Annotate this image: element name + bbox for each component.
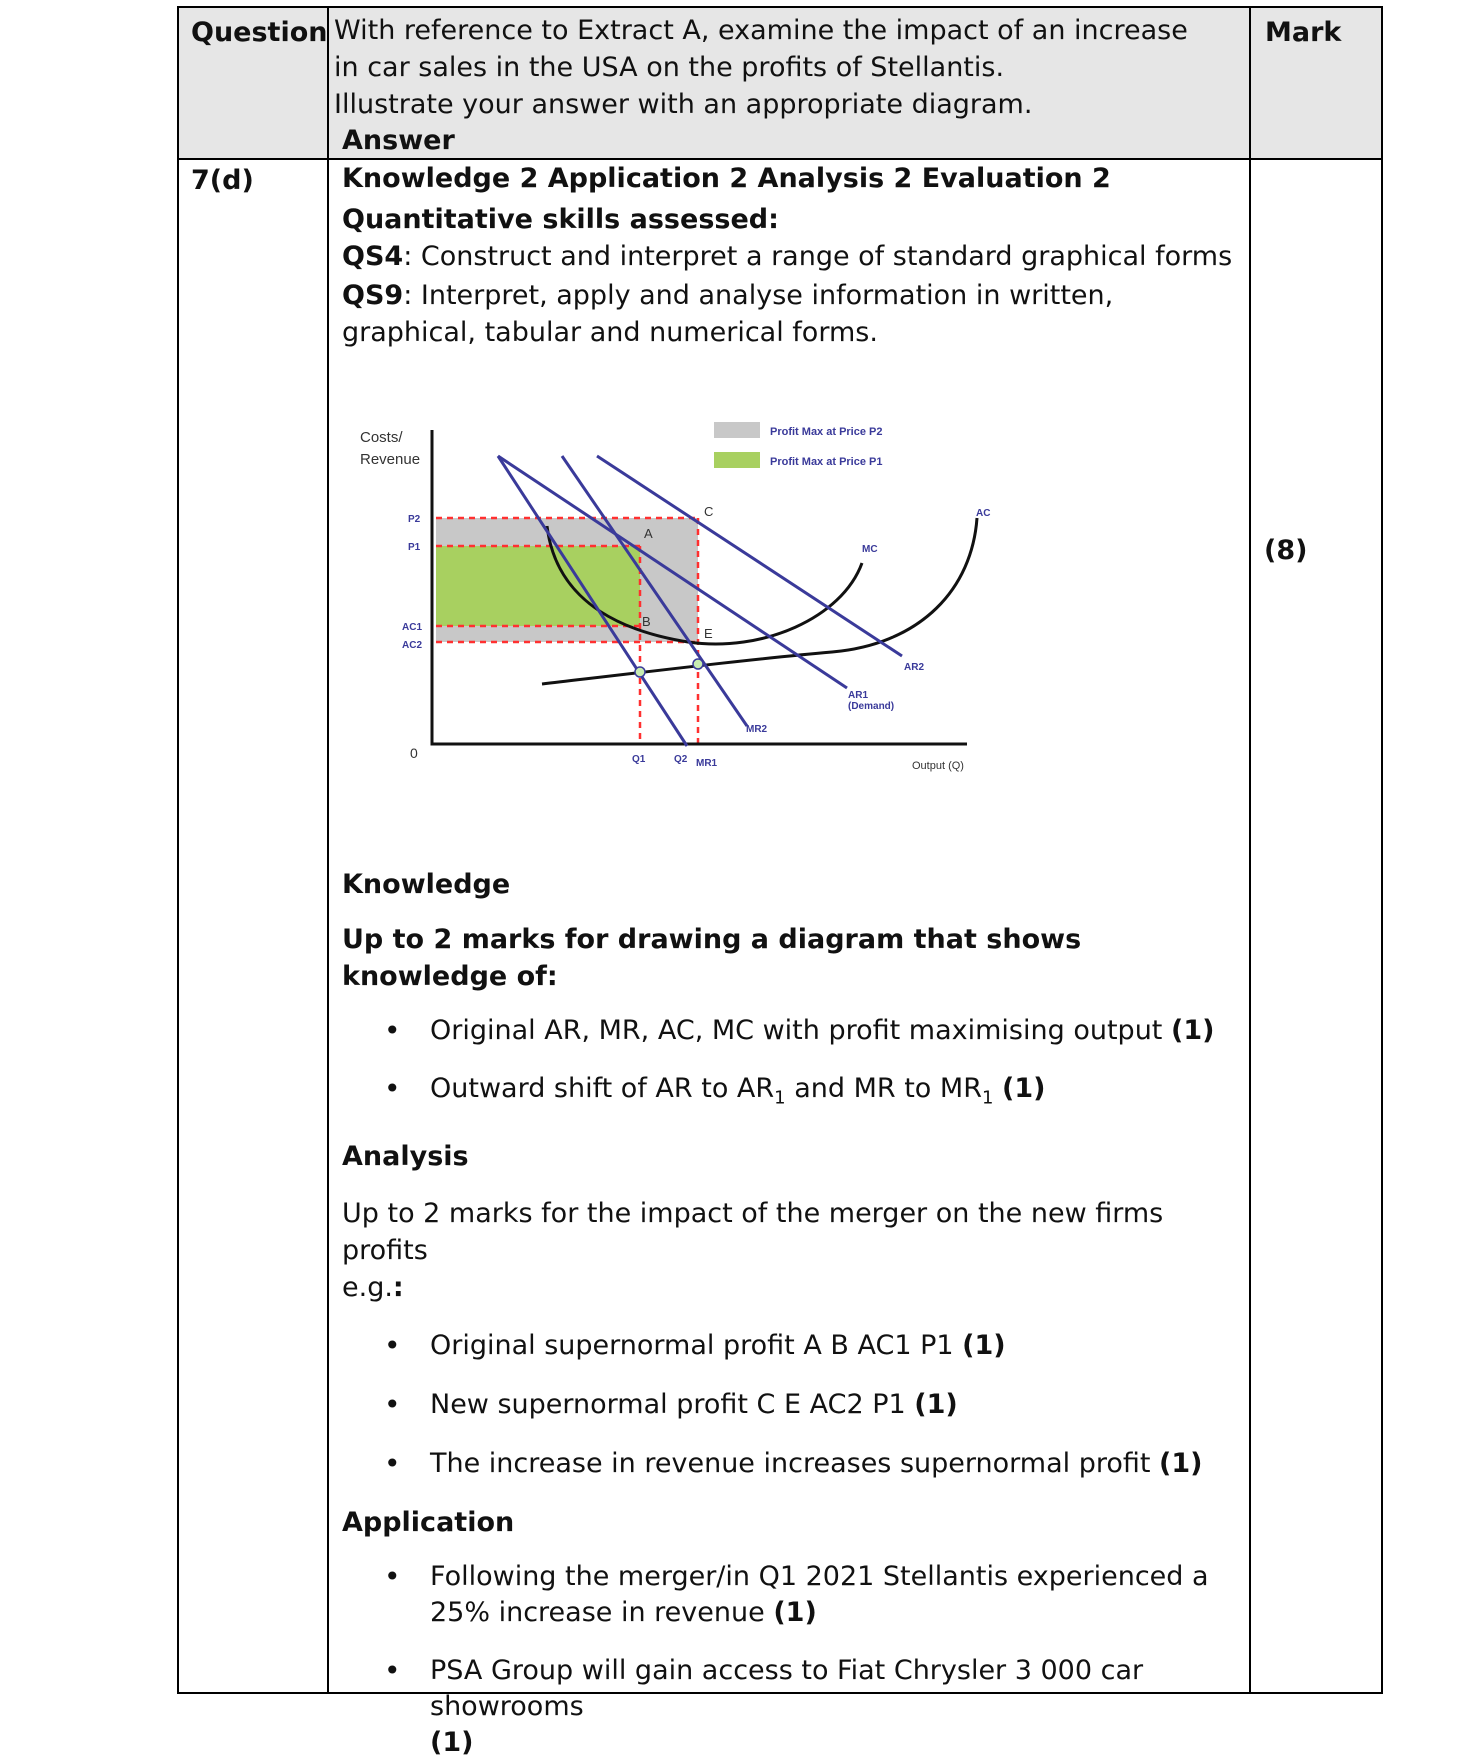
ar1-label: AR1 bbox=[848, 690, 869, 701]
column-divider bbox=[1249, 8, 1251, 1692]
point-b-label: B bbox=[642, 614, 651, 629]
question-number: 7(d) bbox=[191, 165, 254, 196]
mark-column-header: Mark bbox=[1265, 17, 1342, 48]
question-column-header: Question bbox=[191, 17, 328, 48]
answer-content bbox=[342, 160, 1242, 351]
qs9-text: : Interpret, apply and analyse information in written, graphical, tabular and numerical forms. bbox=[342, 280, 1114, 348]
ar1-demand-label: (Demand) bbox=[848, 701, 895, 712]
mc-mr-intersection-q1 bbox=[635, 667, 645, 677]
marking-guidance bbox=[342, 866, 1242, 1761]
question-prompt: With reference to Extract A, examine the impact of an increase in car sales in the USA on the profits of Stellantis. bbox=[334, 15, 1188, 83]
y-axis-label-1: Costs/ bbox=[360, 429, 403, 446]
list-item: • Original supernormal profit A B AC1 P1 (1) bbox=[342, 1328, 1242, 1364]
ac1-label: AC1 bbox=[402, 622, 423, 633]
mr1-label: MR1 bbox=[696, 758, 718, 769]
question-text bbox=[334, 12, 1214, 123]
mc-mr-intersection-q2 bbox=[693, 659, 703, 669]
list-item: • New supernormal profit C E AC2 P1 (1) bbox=[342, 1387, 1242, 1423]
y-axis-label-2: Revenue bbox=[360, 451, 421, 468]
point-e-label: E bbox=[704, 626, 713, 641]
knowledge-intro: Up to 2 marks for drawing a diagram that shows knowledge of: bbox=[342, 924, 1082, 992]
legend-green-label: Profit Max at Price P1 bbox=[770, 456, 883, 468]
answer-column-header: Answer bbox=[342, 125, 455, 156]
p2-label: P2 bbox=[408, 514, 421, 525]
origin-label: 0 bbox=[410, 745, 418, 761]
total-marks: (8) bbox=[1264, 535, 1308, 566]
analysis-list bbox=[342, 1328, 1242, 1482]
application-list bbox=[342, 1559, 1242, 1761]
knowledge-title: Knowledge bbox=[342, 869, 511, 900]
ac2-label: AC2 bbox=[402, 640, 423, 651]
list-item: • The increase in revenue increases supernormal profit (1) bbox=[342, 1446, 1242, 1482]
mark-scheme-table bbox=[177, 6, 1383, 1759]
mc-label: MC bbox=[862, 544, 878, 555]
analysis-title: Analysis bbox=[342, 1141, 469, 1173]
q2-label: Q2 bbox=[674, 754, 688, 765]
ac-label: AC bbox=[976, 508, 991, 519]
legend-grey-swatch bbox=[714, 422, 760, 438]
list-item: • PSA Group will gain access to Fiat Chrysler 3 000 car showrooms (1) bbox=[342, 1653, 1242, 1761]
application-title: Application bbox=[342, 1507, 515, 1539]
cost-revenue-diagram bbox=[342, 408, 1022, 828]
column-divider bbox=[327, 8, 329, 1692]
list-item: • Following the merger/in Q1 2021 Stellantis experienced a 25% increase in revenue (1) bbox=[342, 1559, 1242, 1631]
q1-label: Q1 bbox=[632, 754, 646, 765]
profit-area-p1 bbox=[436, 546, 640, 626]
point-c-label: C bbox=[704, 504, 714, 519]
mr2-label: MR2 bbox=[746, 724, 768, 735]
x-axis-label: Output (Q) bbox=[912, 760, 964, 772]
list-item: • Original AR, MR, AC, MC with profit maximising output (1) bbox=[342, 1013, 1242, 1049]
assessment-objectives: Knowledge 2 Application 2 Analysis 2 Evaluation 2 bbox=[342, 163, 1111, 194]
qs-title: Quantitative skills assessed: bbox=[342, 204, 779, 235]
point-a-label: A bbox=[644, 526, 653, 541]
legend-green-swatch bbox=[714, 452, 760, 468]
qs9-line bbox=[342, 277, 1242, 351]
knowledge-list bbox=[342, 1013, 1242, 1116]
qs9-code: QS9 bbox=[342, 280, 404, 311]
legend-grey-label: Profit Max at Price P2 bbox=[770, 426, 883, 438]
qs4-code: QS4 bbox=[342, 241, 404, 272]
analysis-intro: Up to 2 marks for the impact of the merger on the new firms profits e.g.: bbox=[342, 1198, 1164, 1304]
p1-label: P1 bbox=[408, 542, 421, 553]
ar2-label: AR2 bbox=[904, 662, 925, 673]
list-item: • Outward shift of AR to $AR_1$ and MR to $MR_1$ (1) bbox=[342, 1071, 1242, 1116]
qs4-line bbox=[342, 238, 1242, 275]
qs4-text: : Construct and interpret a range of standard graphical forms bbox=[403, 241, 1233, 272]
question-instruction: Illustrate your answer with an appropriate diagram. bbox=[334, 89, 1033, 120]
